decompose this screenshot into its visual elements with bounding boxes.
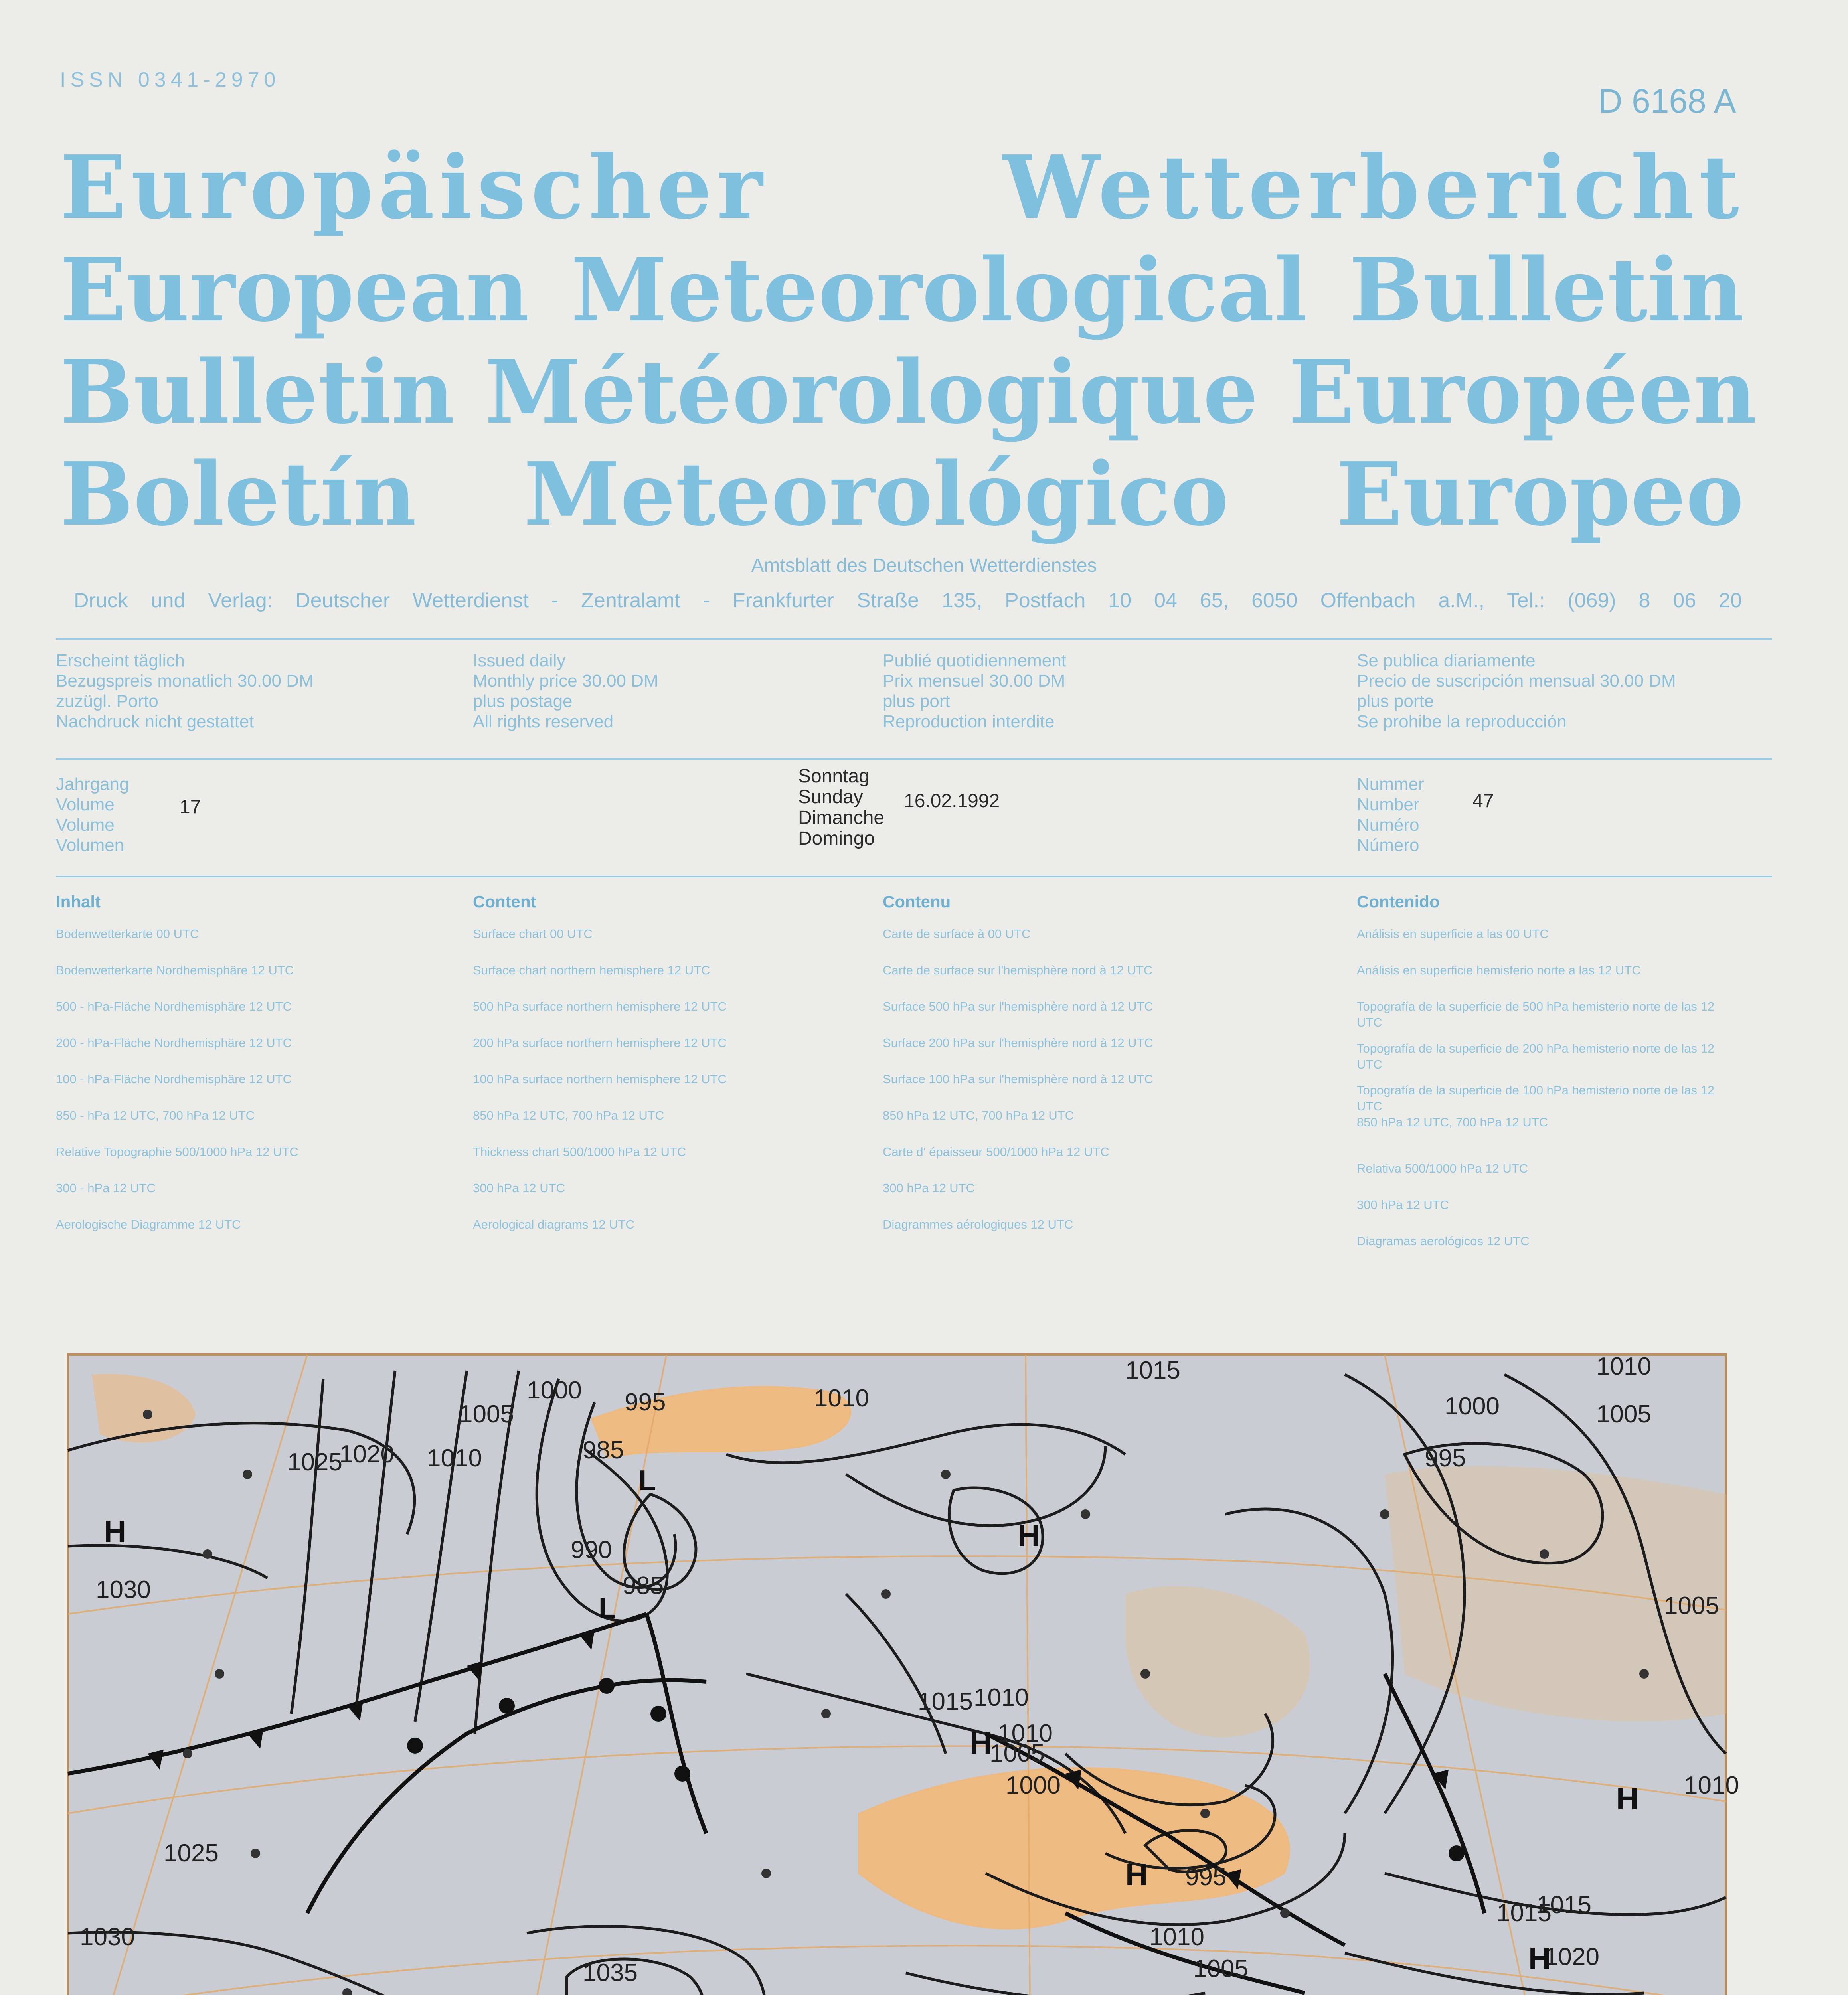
title-english: European Meteorological Bulletin [60,239,1744,341]
surface-weather-map [68,1353,1739,1995]
isobar-label: 1015 [1536,1891,1591,1919]
isobar-label: 1025 [287,1448,342,1476]
isobar-label: 1030 [96,1576,151,1604]
issue-date: 16.02.1992 [904,790,1000,812]
isobar-label: 985 [583,1436,624,1464]
isobar-label: 1015 [918,1688,973,1715]
title-french: Bulletin Météorologique Européen [60,341,1757,443]
isobar-label: 1025 [164,1839,219,1867]
isobar-label: 1000 [1006,1772,1061,1799]
official-gazette-line: Amtsblatt des Deutschen Wetterdienstes [751,555,1097,576]
info-column-german: Erscheint täglich Bezugspreis monatlich 30.00 DM zuzügl. Porto Nachdruck nicht gestattet [56,651,314,731]
divider [56,638,1772,640]
isobar-label: 1010 [974,1684,1029,1711]
isobar-label: 1000 [1445,1393,1500,1420]
title-spanish: Boletín Meteorológico Europeo [60,443,1744,545]
high-pressure-label: H [970,1725,992,1760]
isobar-label: 1010 [1684,1772,1739,1799]
isobar-label: 1010 [998,1720,1053,1747]
contents-spanish: Contenido Análisis en superficie a las 00 UTC Análisis en superficie hemisferio norte a las 12 UTC Topografía de la superficie de 500 hPa hemisterio norte de las 12 UTC Topografía de la superficie de 200 hPa hemisterio norte de las 12 UTC Topografía de la superficie de 100 hPa hemisterio norte de las 12 UTC 850 hPa 12 UTC, 700 hPa 12 UTC Relativa 500/1000 hPa 12 UTC 300 hPa 12 UTC Diagramas aerológicos 12 UTC [1357,892,1715,1248]
weekday-labels: Sonntag Sunday Dimanche Domingo [798,766,885,849]
number-labels: Nummer Number Numéro Número [1357,774,1424,855]
isobar-label: 1020 [1544,1943,1599,1971]
isobar-label: 1035 [583,1959,638,1987]
issn-number: ISSN 0341-2970 [60,68,281,91]
isobar-label: 1005 [990,1740,1045,1767]
isobar-label: 1005 [1664,1592,1719,1620]
isobar-label: 1015 [1496,1899,1552,1927]
divider [56,876,1772,877]
isobar-label: 995 [1185,1863,1227,1891]
isobar-label: 990 [571,1536,612,1564]
high-pressure-label: H [104,1514,126,1549]
isobar-label: 1010 [1149,1923,1204,1951]
volume-labels: Jahrgang Volume Volume Volumen [56,774,129,855]
contents-german: Inhalt Bodenwetterkarte 00 UTC Bodenwetterkarte Nordhemisphäre 12 UTC 500 - hPa-Fläche Nordhemisphäre 12 UTC 200 - hPa-Fläche Nordhemisphäre 12 UTC 100 - hPa-Fläche Nordhemisphäre 12 UTC 850 - hPa 12 UTC, 700 hPa 12 UTC Relative Topographie 500/1000 hPa 12 UTC 300 - hPa 12 UTC Aerologische Diagramme 12 UTC [56,892,298,1231]
high-pressure-label: H [1018,1518,1040,1553]
document-code: D 6168 A [1598,82,1736,120]
isobar-label: 1010 [814,1385,869,1412]
high-pressure-label: H [1616,1781,1639,1816]
low-pressure-label: L [638,1465,656,1497]
isobar-label: 1020 [339,1440,394,1468]
isobar-label: 1005 [1596,1400,1651,1428]
isobar-label: 1015 [1125,1357,1180,1384]
info-column-french: Publié quotidiennement Prix mensuel 30.00 DM plus port Reproduction interdite [883,651,1066,731]
issue-number: 47 [1472,790,1494,812]
isobar-label: 985 [623,1572,664,1600]
info-column-english: Issued daily Monthly price 30.00 DM plus postage All rights reserved [473,651,658,731]
publisher-line: Druck und Verlag: Deutscher Wetterdienst - Zentralamt - Frankfurter Straße 135, Postfach 10 04 65, 6050 Offenbach a.M., Tel.: (069) 8 06 20 [74,589,1742,612]
divider [56,758,1772,760]
isobar-label: 995 [1425,1444,1466,1472]
isobar-label: 1030 [80,1923,135,1951]
isobar-label: 1010 [427,1444,482,1472]
high-pressure-label: H [1528,1941,1551,1976]
high-pressure-label: H [1125,1857,1148,1892]
isobar-label: 1005 [1193,1955,1248,1983]
isobar-label: 1000 [527,1377,582,1404]
isobar-label: 1010 [1596,1353,1651,1380]
title-german: Europäischer Wetterbericht [60,136,1744,239]
low-pressure-label: L [599,1592,616,1624]
volume-value: 17 [180,796,201,818]
isobar-label: 995 [625,1389,666,1416]
isobar-label: 1005 [459,1400,514,1428]
contents-english: Content Surface chart 00 UTC Surface chart northern hemisphere 12 UTC 500 hPa surface northern hemisphere 12 UTC 200 hPa surface northern hemisphere 12 UTC 100 hPa surface northern hemisphere 12 UTC 850 hPa 12 UTC, 700 hPa 12 UTC Thickness chart 500/1000 hPa 12 UTC 300 hPa 12 UTC Aerological diagrams 12 UTC [473,892,727,1231]
info-column-spanish: Se publica diariamente Precio de suscripción mensual 30.00 DM plus porte Se prohibe la reproducción [1357,651,1676,731]
contents-french: Contenu Carte de surface à 00 UTC Carte de surface sur l'hemisphère nord à 12 UTC Surface 500 hPa sur l'hemisphère nord à 12 UTC Surface 200 hPa sur l'hemisphère nord à 12 UTC Surface 100 hPa sur l'hemisphère nord à 12 UTC 850 hPa 12 UTC, 700 hPa 12 UTC Carte d' épaisseur 500/1000 hPa 12 UTC 300 hPa 12 UTC Diagrammes aérologiques 12 UTC [883,892,1153,1231]
